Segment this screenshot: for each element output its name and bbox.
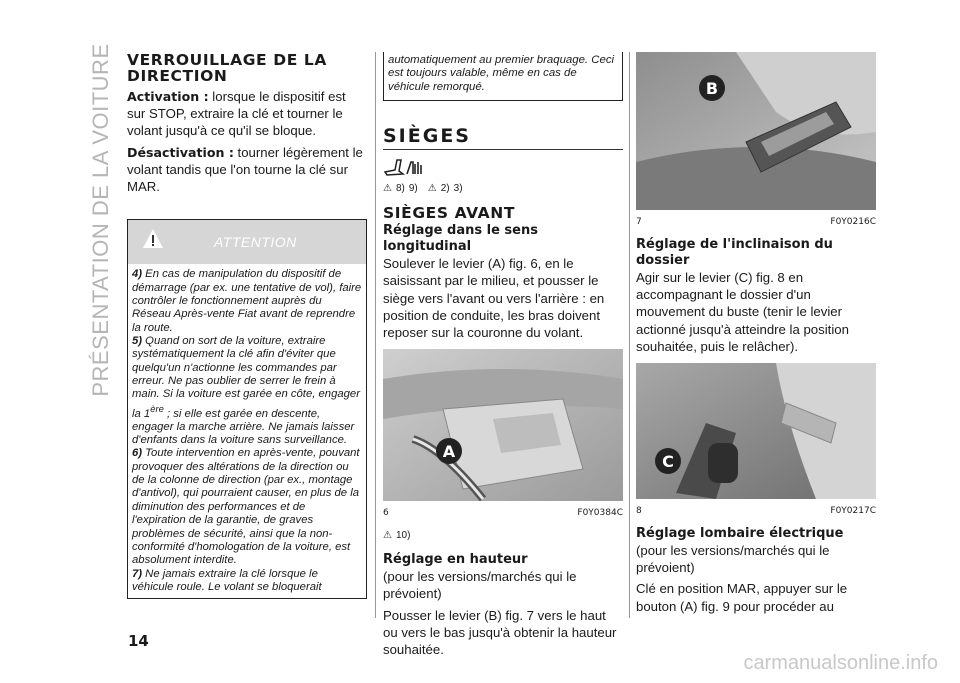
warning-triangle-icon: [142, 228, 164, 250]
page-number: 14: [128, 632, 149, 650]
warning-item-5: 5) Quand on sort de la voiture, extraire systématiquement la clé afin d'éviter que quelqu'un n'actionne les commandes par erreur. Ne pas oublier de serrer le frein à main. Si la voiture est garée en côte, engager la 1ère ; si elle est garée en descente, engager la marche arrière. Ne jamais laisser d'enfants dans la voiture sans surveillance.: [132, 334, 360, 447]
paragraph-inclination: Agir sur le levier (C) fig. 8 en accompagnant le dossier d'un mouvement du buste (tenir le levier actionné jusqu'à atteindre la position souhaitée, puis le relâcher).: [636, 270, 849, 354]
attention-body: [128, 264, 366, 598]
attention-header: [128, 220, 366, 264]
figure-8-caption: 8 F0Y0217C: [636, 506, 876, 517]
figure-6-letter: A: [442, 442, 456, 462]
section-title-seats: SIÈGES: [383, 125, 471, 148]
paragraph-lumbar: Clé en position MAR, appuyer sur le bouton (A) fig. 9 pour procéder au: [636, 581, 848, 614]
activation-paragraph: Activation : lorsque le dispositif est sur STOP, extraire la clé et tourner le volant jusqu'à ce qu'il se bloque.: [127, 89, 346, 139]
column-3: [636, 52, 876, 615]
figure-8: [636, 363, 876, 516]
reference-icons: ⚠ 8) 9) ⚠ 2) 3): [383, 183, 463, 195]
column-divider: [375, 52, 376, 618]
section-heading-steering-lock: VERROUILLAGE DE LA DIRECTION: [127, 51, 327, 85]
warning-item-4: 4) En cas de manipulation du dispositif de démarrage (par ex. une tentative de vol), faire contrôler le fonctionnement auprès du Réseau Après-vente Fiat avant de reprendre la route.: [132, 268, 362, 334]
paragraph-height-note: (pour les versions/marchés qui le prévoient): [383, 569, 577, 602]
reference-icon-10: ⚠ 10): [383, 530, 411, 542]
figure-7: [636, 52, 876, 227]
caution-icon: ⚠: [383, 183, 392, 195]
paragraph-lumbar-note: (pour les versions/marchés qui le prévoient): [636, 543, 830, 576]
heading-longitudinal: Réglage dans le sens longitudinal: [383, 223, 538, 255]
seat-lever-b-image: [636, 52, 876, 210]
attention-box: [127, 219, 367, 599]
figure-8-letter: C: [662, 452, 674, 472]
figure-6: [383, 349, 623, 518]
column-2: [383, 52, 623, 658]
subheading-front-seats: SIÈGES AVANT: [383, 204, 516, 223]
column-1: [127, 52, 367, 599]
watermark: carmanualsonline.info: [743, 652, 938, 674]
attention-continuation: automatiquement au premier braquage. Ceci est toujours valable, même en cas de véhicule remorqué.: [383, 52, 623, 101]
paragraph-longitudinal: Soulever le levier (A) fig. 6, en le saisissant par le milieu, et pousser le siège vers l'avant ou vers l'arrière : en position de conduite, les bras doivent reposer sur la couronne du volant.: [383, 256, 605, 341]
heading-inclination: Réglage de l'inclinaison du dossier: [636, 237, 833, 268]
deactivation-paragraph: Désactivation : tourner légèrement le volant tandis que l'on tourne la clé sur MAR.: [127, 144, 363, 195]
section-rule: [383, 149, 623, 150]
side-chapter-title: PRÉSENTATION DE LA VOITURE: [88, 43, 113, 397]
warning-item-7: 7) Ne jamais extraire la clé lorsque le véhicule roule. Le volant se bloquerait: [132, 567, 322, 593]
figure-7-caption: 7 F0Y0216C: [636, 217, 876, 227]
figure-7-letter: B: [705, 79, 719, 98]
seat-icon: [383, 156, 623, 183]
warning-item-6: 6) Toute intervention en après-vente, pouvant provoquer des altérations de la direction ou de la colonne de direction (par ex., montage d'antivol), qui pourraient causer, en plus de la diminution des performances et de l'expiration de la garantie, de graves problèmes de sécurité, ainsi que la non-conformité d'homologation de la voiture, est absolument interdite.: [132, 447, 360, 567]
paragraph-height: Pousser le levier (B) fig. 7 vers le haut ou vers le bas jusqu'à obtenir la hauteur souhaitée.: [383, 607, 617, 658]
caution-icon: ⚠: [383, 530, 392, 542]
column-divider: [629, 52, 630, 618]
heading-height: Réglage en hauteur: [383, 552, 528, 568]
seat-lever-c-image: [636, 363, 876, 499]
heading-lumbar: Réglage lombaire électrique: [636, 526, 844, 542]
caution-icon: ⚠: [427, 183, 437, 195]
attention-label: ATTENTION: [214, 234, 297, 251]
figure-6-caption: 6 F0Y0384C: [383, 508, 623, 519]
seat-lever-a-image: [383, 349, 623, 501]
